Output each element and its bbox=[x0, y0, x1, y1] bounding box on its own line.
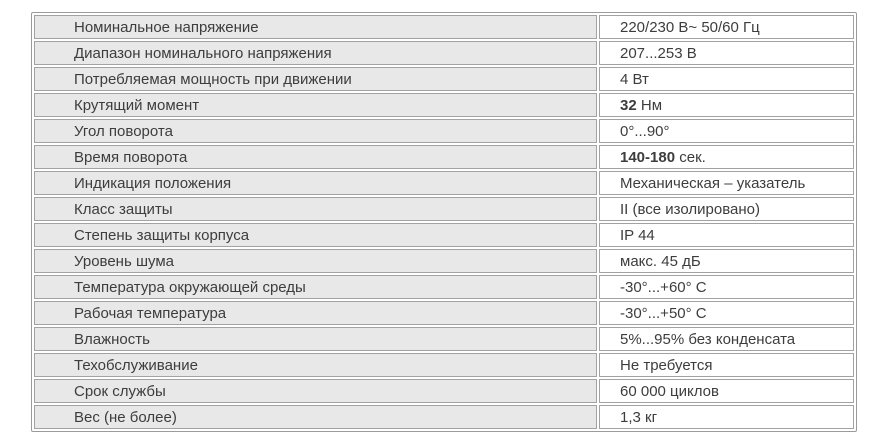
spec-value bbox=[599, 223, 854, 247]
table-row bbox=[34, 119, 854, 143]
spec-value bbox=[599, 119, 854, 143]
spec-value-text: 60 000 циклов bbox=[620, 382, 719, 400]
spec-value-text: 207...253 В bbox=[620, 44, 697, 62]
spec-value bbox=[599, 275, 854, 299]
spec-value bbox=[599, 301, 854, 325]
table-row bbox=[34, 301, 854, 325]
spec-label: Индикация положения bbox=[34, 171, 597, 195]
spec-value-bold: 140-180 bbox=[620, 148, 676, 166]
table-row bbox=[34, 197, 854, 221]
spec-label: Влажность bbox=[34, 327, 597, 351]
spec-label: Техобслуживание bbox=[34, 353, 597, 377]
table-row bbox=[34, 275, 854, 299]
spec-value-text: 220/230 В~ 50/60 Гц bbox=[620, 18, 760, 36]
spec-value bbox=[599, 171, 854, 195]
spec-value bbox=[599, 93, 854, 117]
spec-value-text: 1,3 кг bbox=[620, 408, 658, 426]
spec-value bbox=[599, 197, 854, 221]
spec-table-body bbox=[34, 15, 854, 429]
spec-label: Уровень шума bbox=[34, 249, 597, 273]
spec-value bbox=[599, 353, 854, 377]
spec-label: Крутящий момент bbox=[34, 93, 597, 117]
spec-value-text: 5%...95% без конденсата bbox=[620, 330, 796, 348]
spec-value bbox=[599, 249, 854, 273]
spec-value-text: -30°...+50° C bbox=[620, 304, 707, 322]
table-row bbox=[34, 145, 854, 169]
table-row bbox=[34, 171, 854, 195]
table-row bbox=[34, 67, 854, 91]
table-row bbox=[34, 15, 854, 39]
spec-value bbox=[599, 15, 854, 39]
spec-label: Температура окружающей среды bbox=[34, 275, 597, 299]
spec-label: Степень защиты корпуса bbox=[34, 223, 597, 247]
spec-label: Время поворота bbox=[34, 145, 597, 169]
table-row bbox=[34, 249, 854, 273]
spec-value-text: -30°...+60° C bbox=[620, 278, 707, 296]
spec-value-text: 0°...90° bbox=[620, 122, 670, 140]
spec-value-text: макс. 45 дБ bbox=[620, 252, 701, 270]
spec-value-text: Механическая – указатель bbox=[620, 174, 806, 192]
spec-label: Вес (не более) bbox=[34, 405, 597, 429]
spec-label: Диапазон номинального напряжения bbox=[34, 41, 597, 65]
spec-value bbox=[599, 379, 854, 403]
table-row bbox=[34, 93, 854, 117]
spec-label: Потребляемая мощность при движении bbox=[34, 67, 597, 91]
spec-value-text: IP 44 bbox=[620, 226, 655, 244]
spec-label: Срок службы bbox=[34, 379, 597, 403]
spec-value-text: сек. bbox=[675, 148, 706, 166]
spec-label: Номинальное напряжение bbox=[34, 15, 597, 39]
table-row bbox=[34, 327, 854, 351]
spec-label: Класс защиты bbox=[34, 197, 597, 221]
spec-value-text: Не требуется bbox=[620, 356, 713, 374]
spec-value bbox=[599, 67, 854, 91]
spec-table bbox=[31, 12, 857, 432]
spec-value bbox=[599, 145, 854, 169]
table-row bbox=[34, 353, 854, 377]
spec-value-text: II (все изолировано) bbox=[620, 200, 760, 218]
spec-value bbox=[599, 41, 854, 65]
table-row bbox=[34, 41, 854, 65]
spec-value-text: 4 Вт bbox=[620, 70, 649, 88]
spec-value-text: Нм bbox=[636, 96, 662, 114]
spec-value bbox=[599, 405, 854, 429]
spec-label: Угол поворота bbox=[34, 119, 597, 143]
table-row bbox=[34, 379, 854, 403]
table-row bbox=[34, 223, 854, 247]
spec-value bbox=[599, 327, 854, 351]
spec-value-bold: 32 bbox=[620, 96, 637, 114]
spec-label: Рабочая температура bbox=[34, 301, 597, 325]
table-row bbox=[34, 405, 854, 429]
